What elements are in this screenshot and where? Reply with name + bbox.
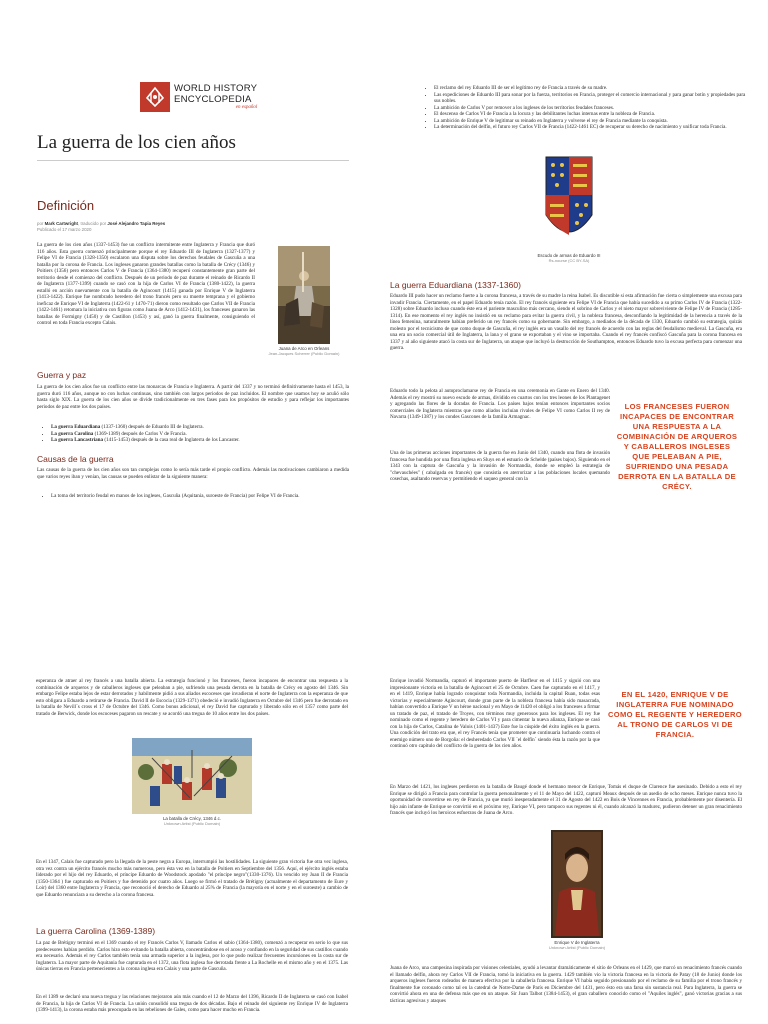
publish-date: Publicado el 17 marzo 2020: [37, 227, 92, 232]
article-meta: por Mark Cartwright, traducido por José Alejandro Tapia Reyes Publicado el 17 marzo 2020: [37, 221, 166, 232]
figure-coat-of-arms: [524, 155, 614, 263]
crecy-paragraph: esperanza de atraer al rey francés a una batalla abierta. La estrategia funcionó y los franceses, fueron incapaces de encontrar una respuesta a la combinación de arqueros y de caballeros ingleses que peleaban a pie, sufriendo una pesada derrota en la batalla de Crécy en agosto del 1346. Sin embargo Felipe estaba lejos de estar derrotados y habilmente pidió a sus aliados escoceses que invadieran el norte de Inglaterra con la esperanza de que esto obligara a Eduardo a retirarse de Francia. David II de Escocia (1329-1371) obedeció e invadió Inglaterra en Octubre del 1346 pero fue derrotado en la batalla de Nevill´s cross el 17 de Octubre del 1346. Como bonus adicional, el rey David fue capturado y liberado sólo en el 1357 como parte del tratado de Berwick, donde los escoceses pagaron un rescate y se acordó una tregua de 10 años entre los dos países.: [36, 678, 348, 717]
list-item: • El descenso de Carlos VI de Francia a la locura y las debilitantes luchas internas entre la nobleza de Francia.: [434, 111, 752, 118]
figure-caption: Juana de Arco en Orleans: [278, 346, 330, 351]
joan-paragraph: Juana de Arco, una campesina inspirada por visiones celestiales, ayudó a levantar dramáticamente el sitio de Orleans en el 1429, que marcó un renacimiento francés cuando el llamado delfín, ahora rey Carlos VII de Francia, tomó la iniciativa en la guerra. 1429 también vio la victoria francesa en la victoria de Patay (18 de Junio) donde los arqueros ingleses fueron rodeados de manera efectiva por la caballería francesa. Enrique VI había seguido presionando por el reclamo de su familia por el trono francés y finalmente fue coronado como tal en la catedral de Notre-Dame de París en Diciembre del 1431, pero ésto era una farsa sin sustancia real. Para Inglaterra, la guerra se convirtió ahora en una de defensa más que en un ataque. Sir Juan Talbot (1384-1453), el gran caballero conocido como el "Aquiles inglés", ganó victorias gracias a sus tácticas agresivas y ataques: [390, 965, 742, 1004]
list-item: [51, 437, 351, 444]
logo-sub: en español: [235, 105, 258, 110]
logo-wordmark: [170, 84, 257, 110]
page-4: [384, 512, 768, 1024]
author-link[interactable]: Mark Cartwright: [44, 221, 79, 226]
meta-translated: traducido por: [80, 221, 107, 226]
agincourt-paragraph: Enrique invadió Normandía, capturó el importante puerto de Harfleur en el 1415 y siguió con una impresionante victoria en la batalla de Agincourt el 25 de Octubre. Caen fue capturado en el 1417, y en el 1419, Enrique había logrado conquistar toda Normandía, incluida la capital Ruan, todas esas victorias y especialmente Agincourt, donde gran parte de la nobleza francesa había sido masacrada, habían convertido a Enrique V un héroe nacional y en Mayo de l1420 el obligó a los franceses a firmar un tratado de paz, el tratado de Troyes, con términos muy generosos para los ingleses. El rey fue nominado como el regente y heredero de Carlos VI y para cimentar la nueva alianza, Enrique se casó con la hija de Carlos, Catalina de Valois (1401-1437) Este fue la cúspide del éxito inglés en la guerra. Una condición del trato era que, el rey Francés tenía que prometer que continuaría luchando contra el enemigo número uno de Borgoña: el desheredado Carlos VII ´el delfín´ siendo ésta la razón por la que continuó otro capítulo del conflicto de la guerra de los cien años.: [390, 678, 600, 749]
bauge-paragraph: En Marzo del 1421, los ingleses perdieron en la batalla de Baugé donde el hermano menor de Enrique, Tomás el duque de Clarence fue asesinado. Debido a esto el rey Enrique se dirigió a Francia para controlar la guerra personalmente y el 11 de Mayo del 1422, capturó Meaux después de un asedio de ocho meses. Enrique nunca tuvo la oportunidad de convertirse en rey de Francia, ya que murió inesperadamente el 31 de Agosto del 1422 en Bois de Vincennes en Francia, probablemente por disentería. El hijo aún infante de Enrique se convirtió en el próximo rey, Enrique VI, pero tampoco sus regentes ni él, cuando alcanzó la madurez, pudieron detener un gran renacimiento francés que incluyó los heroicos esfuerzos de Juana de Arco.: [390, 784, 742, 816]
page-2: [384, 0, 768, 512]
logo[interactable]: [140, 82, 257, 112]
henry-v-portrait[interactable]: [551, 830, 603, 938]
figure-credit[interactable]: Unknown Artist (Public Domain): [548, 945, 606, 950]
figure-caption: La batalla de Crécy, 1346 d.c.: [162, 816, 221, 821]
edwardian-paragraph-2: Eduardo todo la pelota al autoproclamarse rey de Francia en una ceremonia en Gante en Enero del 1340. Además el rey mostró su nuevo escudo de armas, dividido en cuartos con los tres leones de los Plantagenet y agregando las flores de la doradas de Francia. Los países bajos tenían entonces importantes socios comerciales de Inglaterra mientras que como aliados incluían rivales de Felipe VI como Carlos II rey de Navarra (1349-1387) y los condes Gascones de la familia Armagnac.: [390, 388, 610, 420]
list-item: • La ambición de Carlos V por remover a los ingleses de los territorios feudales franceses.: [434, 105, 752, 112]
caroline-paragraph-2: En el 1389 se declaró una nueva tregua y las relaciones mejoraron aún más cuando el 12 de Marzo del 1396, Ricardo II de Inglaterra se casó con Isabel de Francia, la hija de Carlos VI de Francia. La unión consolidó una tregua de dos décadas. Bajo el reinado del siguiente rey Enrique IV de Inglaterra (1399-1413), la corona estaba más preocupada en las rebeliones de Gales, como para hacer mucho en Francia.: [36, 994, 348, 1013]
phase-text: (1337-1360) después de Eduardo III de Inglaterra.: [100, 424, 204, 430]
page-3: [0, 512, 384, 1024]
causes-paragraph: Las causas de la guerra de los cien años son tan complejas como lo sería más tarde el propio conflicto. Además las motivaciones cambiaron a medida que varios reyes iban y venían, las causas se pueden enlistar de la siguiente manera:: [37, 467, 349, 480]
figure-credit[interactable]: Jean-Jacques Scherrer (Public Domain): [268, 351, 340, 356]
edwardian-paragraph-3: Una de las primeras acciones importantes de la guerra fue en Junio del 1340, cuando una flota de invasión francesa fue hundida por una flota inglesa en Sluys en el estuario de Schelde (países bajos). Siguiendo en el 1343 con la captura de Gascuña y la invasión de Normandía, donde se empleó la estrategia de "chevauchées" ( cabalgada en francés) que consistía en aterrorizar a las poblaciones locales quemando cosechas, asaltando reservas y permitiendo el saqueo general con la: [390, 450, 610, 482]
peace-heading: Guerra y paz: [37, 370, 87, 380]
page-1: [0, 0, 384, 512]
phase-link-lancastrian[interactable]: La guerra Lancastriana: [51, 437, 104, 443]
list-item: • La toma del territorio feudal en manos de los ingleses, Gascuña (Aquitania, suroeste de Francia) por Felipe VI de Francia.: [51, 493, 351, 500]
edwardian-heading: La guerra Eduardiana (1337-1360): [390, 280, 521, 290]
figure-battle-of-crecy: [126, 738, 258, 826]
pull-quote: LOS FRANCESES FUERON INCAPACES DE ENCONTRAR UNA RESPUESTA A LA COMBINACIÓN DE ARQUEROS Y CABALLEROS INGLESES QUE PELEABAN A PIE, SUFRIENDO UNA PESADA DERROTA EN LA BATALLA DE CRÉCY.: [616, 402, 738, 491]
logo-line1: WORLD HISTORY: [174, 83, 258, 94]
figure-credit[interactable]: Unknown Artist (Public Domain): [163, 821, 221, 826]
battle-of-crecy-image[interactable]: [132, 738, 252, 814]
list-item: • La determinación del delfín, el futuro rey Carlos VII de Francia (1422-1461 EC) de recuperar su derecho de nacimiento y unificar toda Francia.: [434, 124, 752, 131]
causes-list: [37, 493, 351, 500]
logo-icon: [140, 82, 170, 112]
phase-link-edwardian[interactable]: La guerra Eduardiana: [51, 424, 101, 430]
phases-list: [37, 424, 351, 444]
logo-line2: ENCYCLOPEDIA: [174, 93, 252, 105]
translator-link[interactable]: José Alejandro Tapia Reyes: [107, 221, 166, 226]
intro-paragraph: La guerra de los cien años (1337-1453) fue un conflicto intermitente entre Inglaterra y Francia que duró 116 años. Esta guerra comenzó principalmente porque el rey Eduardo III de Inglaterra (1327-1377) y Felipe VI de Francia (1328-1350) escalaron una disputa sobre los derechos feudales de Gascuña a una batalla por la corona de Francia. Los ingleses ganaron grandes batallas como la batalla de Crécy (1346) y Poitiers (1356) pero entonces Carlos V de Francia (1364-1380) recuperó constantemente gran parte del territorio desde el comienzo del conflicto. Después de un periodo de paz durante el reinado de Ricardo II de Inglaterra (1377-1399) cuando se casó con la hija de Carlos VI de Francia (1380-1422), la guerra estalló en acción nuevamente con la batalla de Agincourt (1415) ganada por Enrique V de Inglaterra (1413-1422). Enrique fue nombrado heredero del trono francés pero su muerte temprana y el gobierno ineficaz de Enrique VI de Inglaterra (1422-61 y 1470-71) dieron como resultado que Carlos VII de Francia (1422-1461) retomara la iniciativa con figuras como Juana de Arco (1412-1431), los franceses ganaron las batallas de Formigny (1450) y de Castillon (1453) y así, ganó la guerra finalmente, consiguiendo el control en toda Francia excepto Calais.: [37, 242, 255, 326]
list-item: • Las expediciones de Eduardo III para sonar por la fuerza, territorios en Francia, proteger el comercio internacional y para ganar botín y propiedades para sus nobles.: [434, 92, 752, 105]
joan-of-arc-painting[interactable]: [278, 246, 330, 344]
pull-quote: EN EL 1420, ENRIQUE V DE INGLATERRA FUE NOMINADO COMO EL REGENTE Y HEREDERO AL TRONO DE CARLOS VI DE FRANCIA.: [608, 690, 742, 739]
caroline-paragraph-1: La paz de Brétigny terminó en el 1369 cuando el rey Francés Carlos V, llamado Carlos el sabio (1364-1380), comenzó a recuperar en serio lo que sus predecesores habían perdido. Carlos hizo esto evitando la batalla abierta, concentrándose en el acoso y confiando en la seguridad de sus castillos cuando era necesario. Además el rey Carlos también tenía una armada superior a la inglesa, por lo que pudo realizar frecuentes incursiones en la costa sur de Inglaterra. La mayor parte de Aquitania fue capturada en el 1372, una flota inglesa fue derrotada frente a La Rochelle en el mismo año y en el 1375. Las únicas tierras en Francia pertenecientes a la corona inglesa era Calais y una parte de Gascuña.: [36, 940, 348, 972]
edwardian-paragraph-1: Eduardo III pudo hacer un reclamo fuerte a la corona francesa, a través de su madre la reina Isabel. Es discutible si esta afirmación fue cierta o simplemente una excusa para invadir Francia. Ciertamente, en el papel Eduardo tenía razón. El rey francés siguiente era Felipe VI de Francia que había sucedido a su primo Carlos IV de Francia (1322-1328) sobre Eduardo incluso cuando éste era el pariente masculino más cercano, siendo el sobrino de Carlos y el nieto mayor sobreviviente de Felipe IV de Francia (1285-1314). En ese momento el rey inglés no insistió en su reclamo para evitar la guerra civil, y la nobleza francesa, desconfiando la legitimidad de la herencia a través de la línea femenina, naturalmente habían preferido un rey francés como su gobernante. Sin embargo, a mediados de la década de 1330, Eduardo cambió su estrategia, quizás molesto por el tecnicismo de que como duque de Gascuña, el rey inglés era un vasallo del rey francés de acuerdo con las reglas del feudalismo medieval. La Gascuña, era una era un socio comercial útil de Inglaterra, la lana y el grano se exportaban y el vino se importaba. Cuando el rey francés confiscó Gascuña para la corona francesa en 1337 y al año siguiente atacó la costa sur de Inglaterra, un ataque que incluyó la destrucción de Southampton, entonces Eduardo tuvo la excusa perfecta para comenzar una guerra.: [390, 293, 742, 351]
peace-paragraph: La guerra de los cien años fue un conflicto entre las monarcas de Francia e Inglaterra. A partir del 1337 y no terminó definitivamente hasta el 1453, la guerra duró 116 años, aunque no con luchas continuas, sino también con largos periodos de paz incluidos. El nombre que usamos hoy se acuñó sólo hasta siglo XIX. La guerra de los cien años se divide tradicionalmente en tres fases para los propósitos de estudio y para reflejar los importantes periodos de paz entre los dos países.: [37, 384, 349, 410]
meta-by: por: [37, 221, 44, 226]
phase-text: (1369-1389) después de Carlos V de Francia.: [93, 430, 187, 437]
coat-of-arms-image[interactable]: [544, 155, 594, 249]
definition-heading: Definición: [37, 198, 95, 213]
figure-credit[interactable]: Rs-nourse (CC BY-SA): [548, 258, 590, 263]
figure-henry-v: [534, 830, 620, 950]
page-title: La guerra de los cien años: [37, 132, 236, 153]
figure-joan-of-arc: [262, 246, 346, 356]
causes-heading: Causas de la guerra: [37, 454, 114, 464]
title-divider: [37, 160, 349, 161]
poitiers-paragraph: En el 1347, Calais fue capturado pero la llegada de la peste negra a Europa, interrumpió las hostilidades. La siguiente gran victoria fue otra vez inglesa, otra vez contra un ejército francés mucho más numeroso, pero ésta vez en la batalla de Poitiers en Septiembre del 1356. Aquí, el ejército inglés estaba liderado por el hijo del rey Eduardo, el príncipe Eduardo de Woodstock apodado "el príncipe negro"(1330-1376). Un vencido rey Juan II de Francia (1350-1364 ) fue capturado en Poitiers y fue detenido por cuatro años. Luego se firmó el tratado de Brétigny (actualmente el departamento de Eure y Loir) del 1360 entre Inglaterra y Francia, que reconoció el derecho de Eduardo al 25% de Francia (la mayoría en el norte y en el suroeste) a cambio de que Eduardo renunciara a su derecho a la corona francesa.: [36, 859, 348, 898]
figure-caption: Escudo de armas de Eduardo III: [537, 253, 601, 258]
figure-caption: Enrique V de Inglaterra: [554, 940, 600, 945]
phase-link-caroline[interactable]: La guerra Carolina: [51, 430, 94, 437]
caroline-heading: La guerra Carolina (1369-1389): [36, 926, 156, 936]
phase-text: (1415-1453) después de la casa real de Inglaterra de los Lancaster.: [103, 437, 240, 443]
list-item: • El reclamo del rey Eduardo III de ser el legítimo rey de Francia a través de su madre.: [434, 85, 752, 92]
list-item: • La ambición de Enrique V de legitimar su reinado en Inglaterra y volverse el rey de Francia mediante la conquista.: [434, 118, 752, 125]
causes-list-continued: [420, 85, 752, 131]
